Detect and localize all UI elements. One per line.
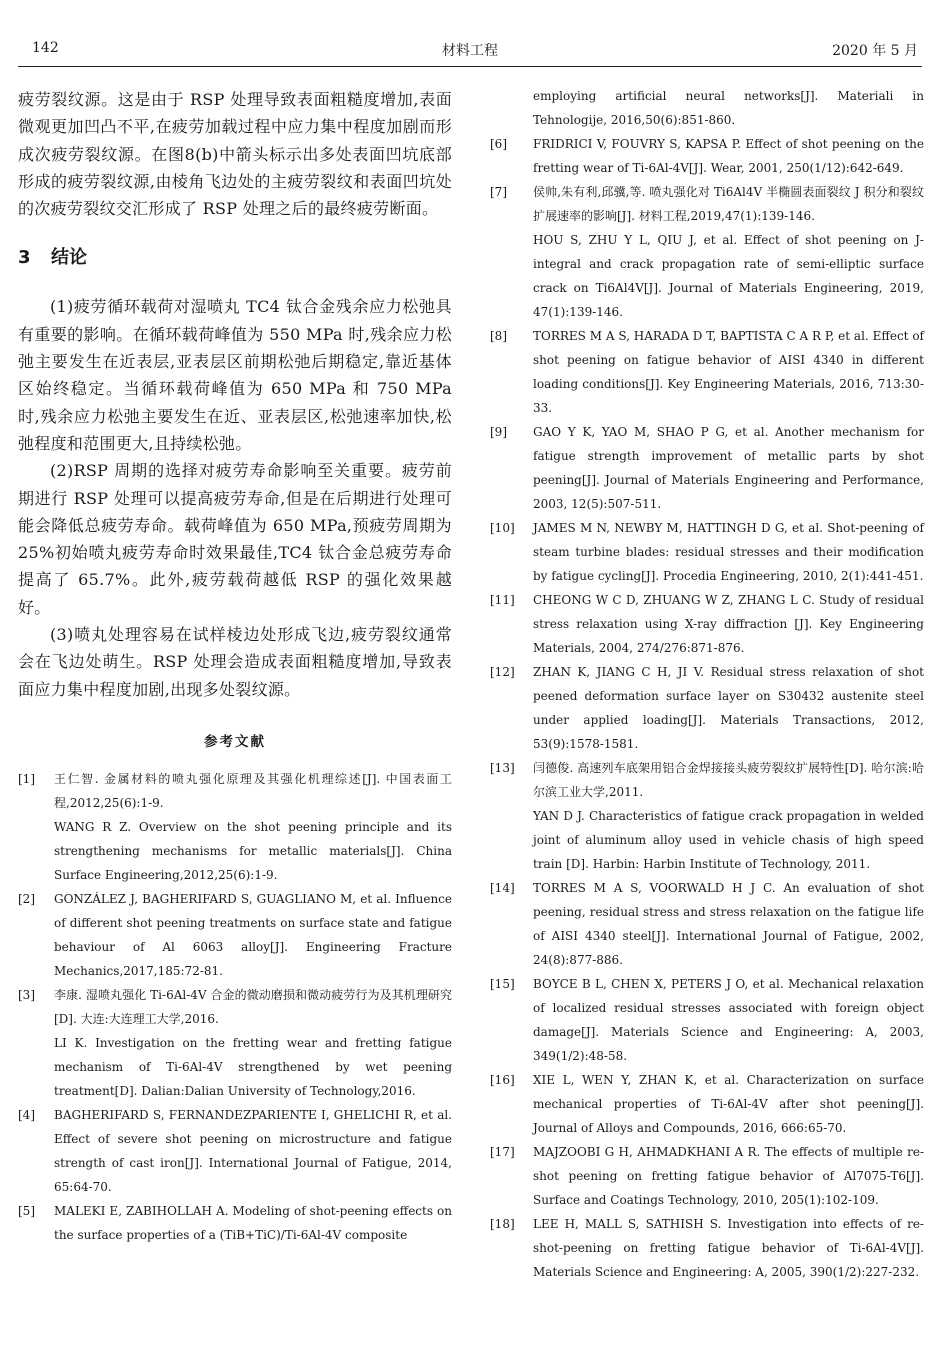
reference-number: [12]: [490, 665, 515, 679]
reference-text: BOYCE B L, CHEN X, PETERS J O, et al. Mechanical relaxation of localized residual stresses associated with foreign object damage[J]. Materials Science and Engineering: A, 2003, 349(1/2):48-58.: [533, 977, 924, 1063]
section-title: 结论: [51, 247, 87, 269]
reference-item: [490, 588, 924, 660]
reference-number: [10]: [490, 521, 515, 535]
reference-number: [7]: [490, 185, 507, 199]
reference-text: TORRES M A S, VOORWALD H J C. An evaluation of shot peening, residual stress and stress relaxation on the fatigue life of AISI 4340 steel[J]. International Journal of Fatigue, 2002, 24(8):877-886.: [533, 881, 924, 967]
reference-item: [490, 756, 924, 876]
section-heading: [18, 244, 452, 272]
reference-number: [2]: [18, 891, 35, 906]
reference-number: [5]: [18, 1203, 35, 1218]
reference-item-continued: [490, 84, 924, 132]
conclusion-paragraph: (3)喷丸处理容易在试样棱边处形成飞边,疲劳裂纹通常会在飞边处萌生。RSP 处理会造成表面粗糙度增加,导致表面应力集中程度加剧,出现多处裂纹源。: [18, 625, 452, 699]
intro-paragraph: 疲劳裂纹源。这是由于 RSP 处理导致表面粗糙度增加,表面微观更加凹凸不平,在疲劳加载过程中应力集中程度加剧而形成次疲劳裂纹源。在图8(b)中箭头标示出多处表面凹坑底部形成的疲劳裂纹源,由棱角飞边处的主疲劳裂纹和表面凹坑处的次疲劳裂纹交汇形成了 RSP 处理之后的最终疲劳断面。: [18, 90, 452, 219]
reference-text: MALEKI E, ZABIHOLLAH A. Modeling of shot-peening effects on the surface properties of a (TiB+TiC)/Ti-6Al-4V composite: [54, 1203, 452, 1242]
reference-translation: WANG R Z. Overview on the shot peening principle and its strengthening mechanisms for metallic materials[J]. China Surface Engineering,2012,25(6):1-9.: [54, 819, 452, 882]
reference-item: [18, 887, 452, 983]
reference-item: [490, 420, 924, 516]
reference-text: 闫德俊. 高速列车底架用铝合金焊接接头疲劳裂纹扩展特性[D]. 哈尔滨:哈尔滨工业大学,2011.: [533, 761, 924, 799]
issue-date: 2020 年 5 月: [832, 43, 918, 59]
reference-text: ZHAN K, JIANG C H, JI V. Residual stress relaxation of shot peened deformation surface layer on S30432 austenite steel under applied loading[J]. Materials Transactions, 2012, 53(9):1578-1581.: [533, 665, 924, 751]
reference-item: [490, 660, 924, 756]
reference-translation: YAN D J. Characteristics of fatigue crack propagation in welded joint of aluminum alloy used in vehicle chasis of high speed train [D]. Harbin: Harbin Institute of Technology, 2011.: [533, 809, 924, 871]
reference-number: [9]: [490, 425, 507, 439]
reference-item: [490, 1212, 924, 1284]
page-number: 142: [32, 40, 59, 56]
running-header: [18, 40, 922, 67]
reference-number: [1]: [18, 771, 35, 786]
reference-item: [490, 180, 924, 324]
reference-item: [18, 767, 452, 887]
conclusion-paragraph: (2)RSP 周期的选择对疲劳寿命影响至关重要。疲劳前期进行 RSP 处理可以提高疲劳寿命,但是在后期进行处理可能会降低总疲劳寿命。载荷峰值为 650 MPa,预疲劳周期为 25%初始喷丸疲劳寿命时效果最佳,TC4 钛合金总疲劳寿命提高了 65.7%。此外,疲劳载荷越低 RSP 的强化效果越好。: [18, 461, 452, 617]
reference-number: [4]: [18, 1107, 35, 1122]
reference-text: employing artificial neural networks[J]. Materiali in Tehnologije, 2016,50(6):851-860.: [533, 89, 924, 127]
reference-text: TORRES M A S, HARADA D T, BAPTISTA C A R P, et al. Effect of shot peening on fatigue behavior of AISI 4340 in different loading conditions[J]. Key Engineering Materials, 2016, 713:30-33.: [533, 329, 924, 415]
reference-text: GONZÁLEZ J, BAGHERIFARD S, GUAGLIANO M, et al. Influence of different shot peening treatments on surface state and fatigue behaviour of Al 6063 alloy[J]. Engineering Fracture Mechanics,2017,185:72-81.: [54, 891, 452, 978]
reference-number: [17]: [490, 1145, 515, 1159]
reference-translation: HOU S, ZHU Y L, QIU J, et al. Effect of shot peening on J-integral and crack propagation rate of semi-elliptic surface crack on Ti6Al4V[J]. Journal of Materials Engineering, 2019, 47(1):139-146.: [533, 233, 924, 319]
section-number: 3: [18, 247, 31, 269]
conclusion-paragraph: (1)疲劳循环载荷对湿喷丸 TC4 钛合金残余应力松弛具有重要的影响。在循环载荷峰值为 550 MPa 时,残余应力松弛主要发生在近表层,亚表层区前期松弛后期稳定,靠近基体区始终稳定。当循环载荷峰值为 650 MPa 和 750 MPa 时,残余应力松弛主要发生在近、亚表层区,松弛速率加快,松弛程度和范围更大,且持续松弛。: [18, 297, 452, 453]
reference-number: [11]: [490, 593, 515, 607]
reference-item: [490, 876, 924, 972]
reference-item: [18, 983, 452, 1103]
reference-item: [490, 324, 924, 420]
reference-text: FRIDRICI V, FOUVRY S, KAPSA P. Effect of shot peening on the fretting wear of Ti-6Al-4V[J]. Wear, 2001, 250(1/12):642-649.: [533, 137, 924, 175]
reference-item: [490, 1068, 924, 1140]
reference-text: 李康. 湿喷丸强化 Ti-6Al-4V 合金的微动磨损和微动疲劳行为及其机理研究[D]. 大连:大连理工大学,2016.: [54, 987, 452, 1026]
reference-number: [3]: [18, 987, 35, 1002]
reference-text: GAO Y K, YAO M, SHAO P G, et al. Another mechanism for fatigue strength improvement of metallic parts by shot peening[J]. Journal of Materials Engineering and Performance, 2003, 12(5):507-511.: [533, 425, 924, 511]
reference-text: 王仁智. 金属材料的喷丸强化原理及其强化机理综述[J]. 中国表面工程,2012,25(6):1-9.: [54, 771, 452, 810]
reference-text: LEE H, MALL S, SATHISH S. Investigation into effects of re-shot-peening on fretting fatigue behavior of Ti-6Al-4V[J]. Materials Science and Engineering: A, 2005, 390(1/2):227-232.: [533, 1217, 924, 1279]
reference-item: [490, 972, 924, 1068]
reference-number: [6]: [490, 137, 507, 151]
reference-translation: LI K. Investigation on the fretting wear and fretting fatigue mechanism of Ti-6Al-4V strengthened by wet peening treatment[D]. Dalian:Dalian University of Technology,2016.: [54, 1035, 452, 1098]
reference-number: [16]: [490, 1073, 515, 1087]
reference-number: [18]: [490, 1217, 515, 1231]
reference-item: [490, 516, 924, 588]
reference-text: JAMES M N, NEWBY M, HATTINGH D G, et al. Shot-peening of steam turbine blades: residual stresses and their modification by fatigue cycling[J]. Procedia Engineering, 2010, 2(1):441-451.: [533, 521, 924, 583]
reference-item: [18, 1199, 452, 1247]
reference-item: [490, 132, 924, 180]
reference-item: [490, 1140, 924, 1212]
reference-number: [14]: [490, 881, 515, 895]
reference-text: BAGHERIFARD S, FERNANDEZPARIENTE I, GHELICHI R, et al. Effect of severe shot peening on microstructure and fatigue strength of cast iron[J]. International Journal of Fatigue, 2014, 65:64-70.: [54, 1107, 452, 1194]
reference-text: CHEONG W C D, ZHUANG W Z, ZHANG L C. Study of residual stress relaxation using X-ray diffraction [J]. Key Engineering Materials, 2004, 274/276:871-876.: [533, 593, 924, 655]
reference-text: XIE L, WEN Y, ZHAN K, et al. Characterization on surface mechanical properties of Ti-6Al-4V after shot peening[J]. Journal of Alloys and Compounds, 2016, 666:65-70.: [533, 1073, 924, 1135]
reference-item: [18, 1103, 452, 1199]
reference-number: [15]: [490, 977, 515, 991]
right-column: [490, 84, 924, 1284]
journal-title: 材料工程: [442, 43, 498, 59]
references-heading: 参考文献: [204, 733, 266, 750]
reference-text: 侯帅,朱有利,邱骥,等. 喷丸强化对 Ti6Al4V 半椭圆表面裂纹 J 积分和裂纹扩展速率的影响[J]. 材料工程,2019,47(1):139-146.: [533, 185, 924, 223]
left-column: [18, 86, 452, 1247]
reference-number: [8]: [490, 329, 507, 343]
reference-text: MAJZOOBI G H, AHMADKHANI A R. The effects of multiple re-shot peening on fretting fatigue behavior of Al7075-T6[J]. Surface and Coatings Technology, 2010, 205(1):102-109.: [533, 1145, 924, 1207]
reference-number: [13]: [490, 761, 515, 775]
